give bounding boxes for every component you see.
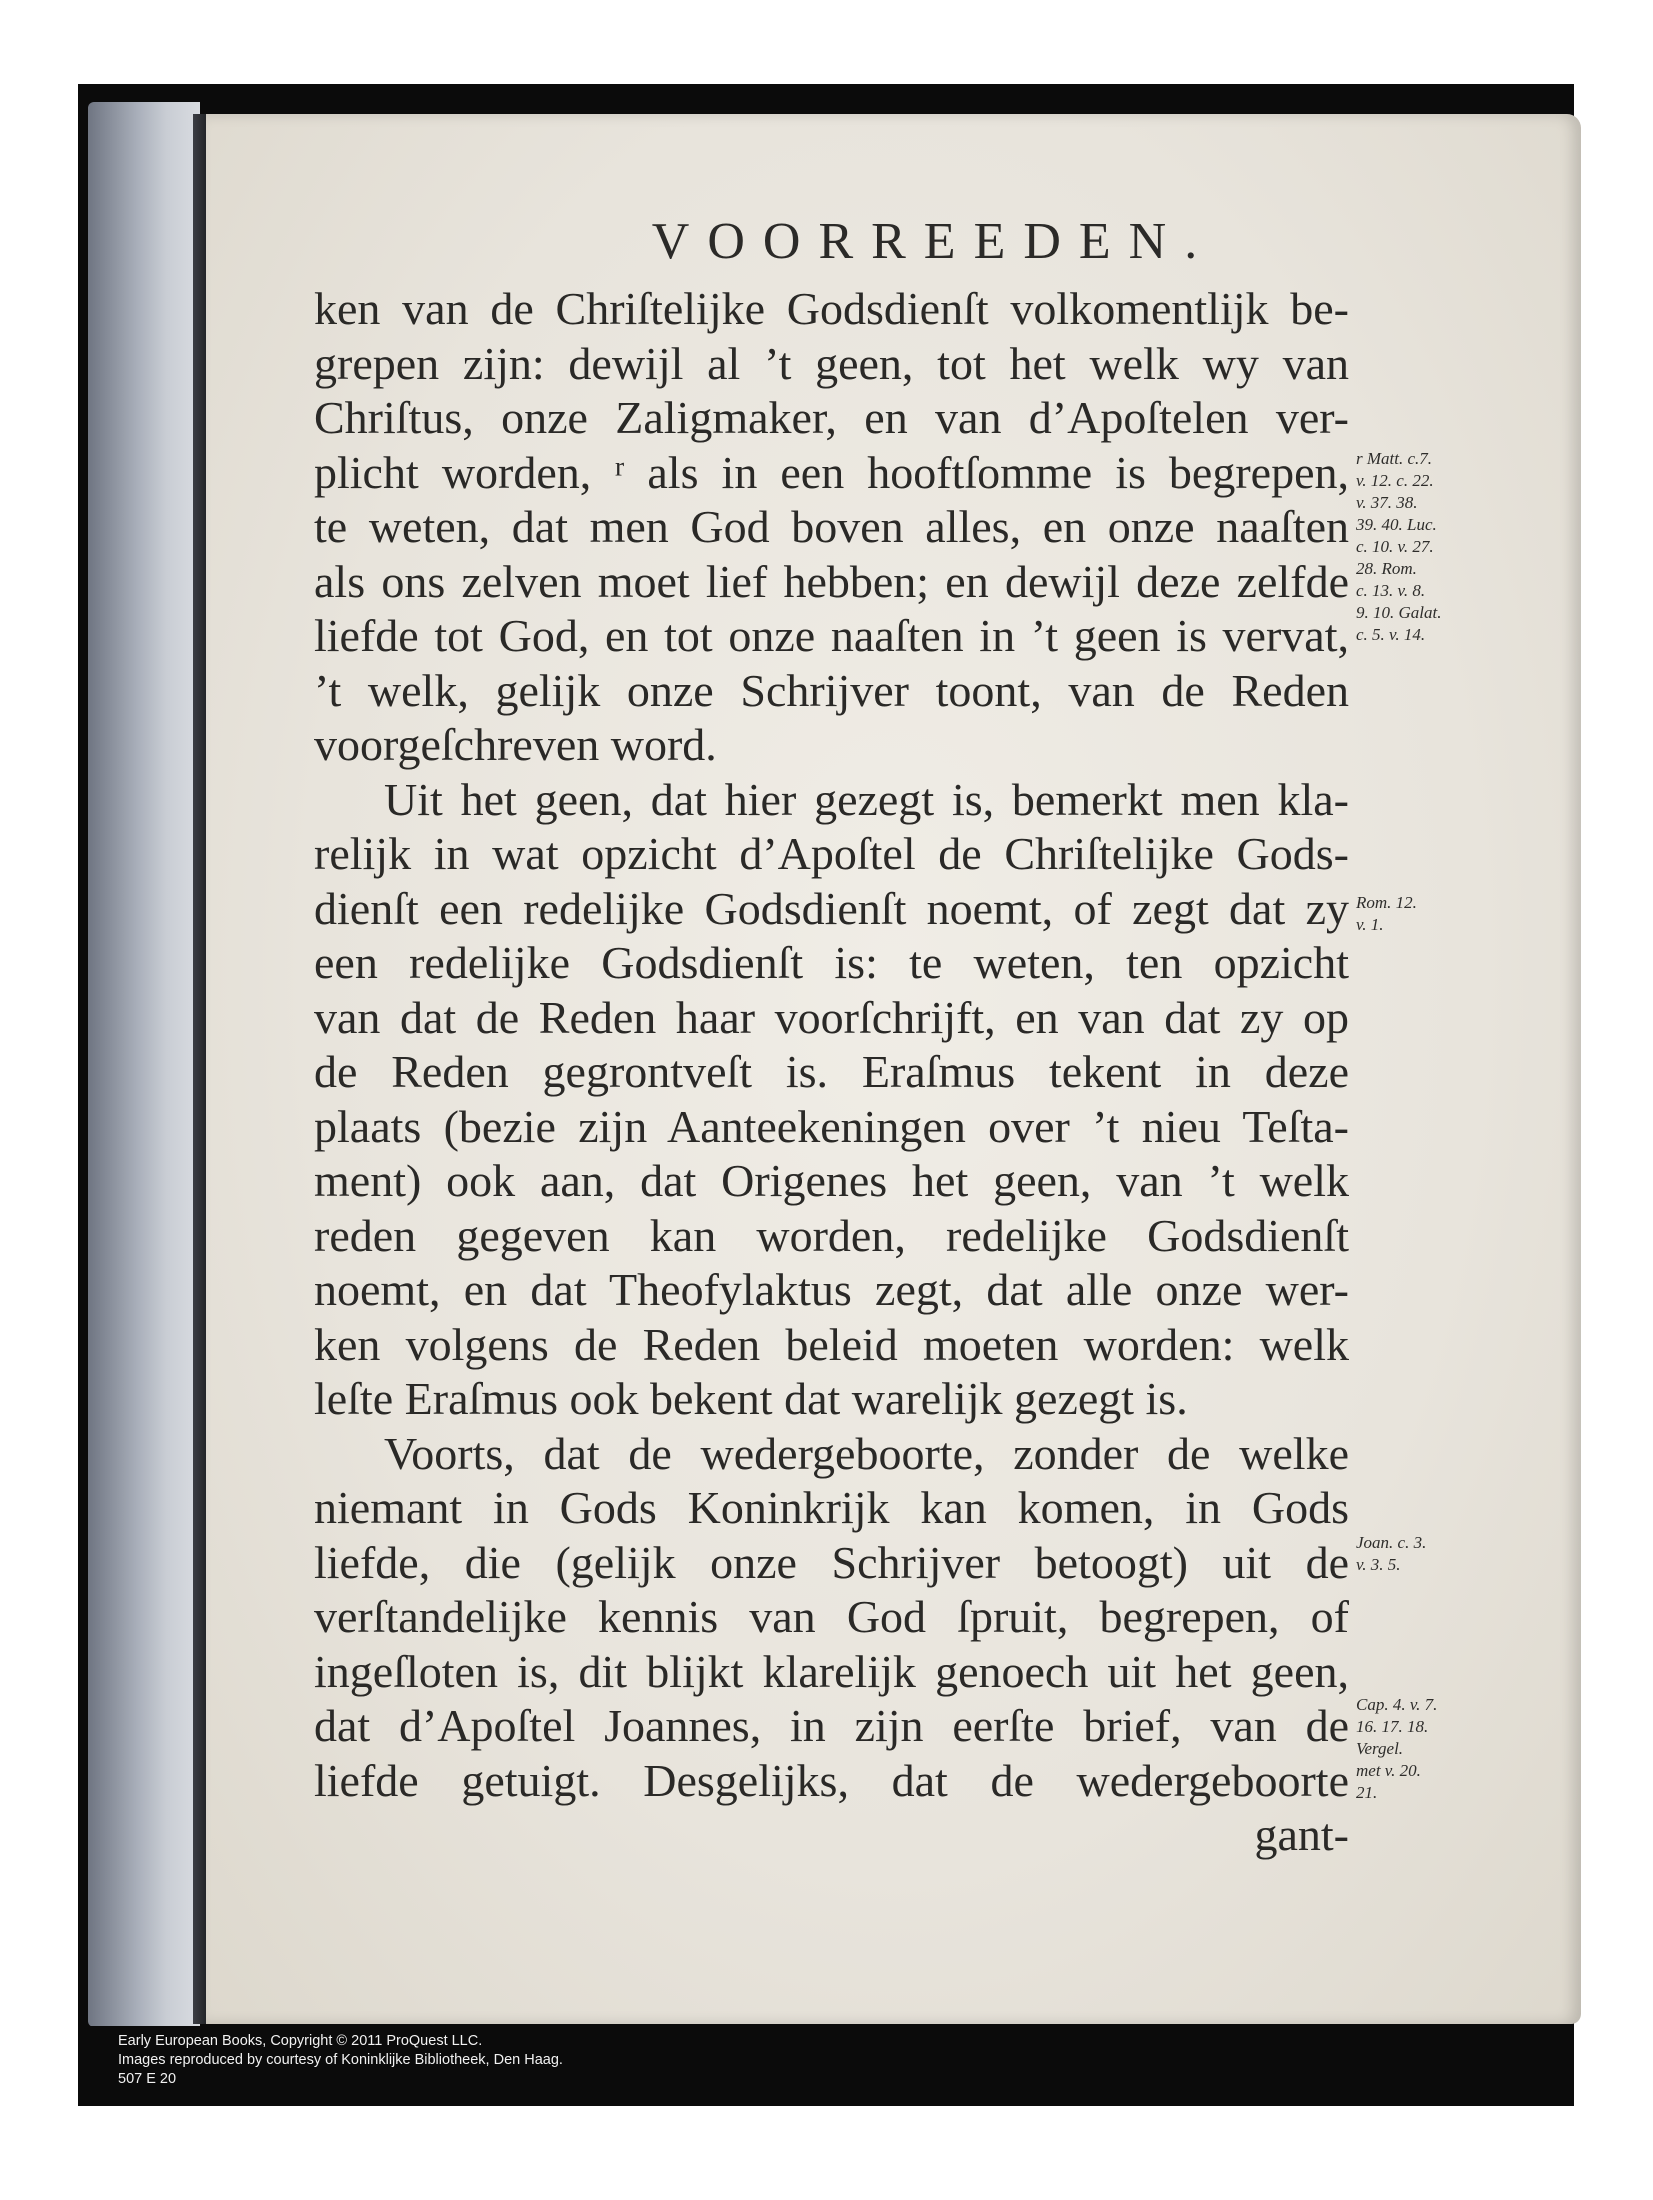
margin-note-line: c. 13. v. 8. bbox=[1356, 581, 1426, 600]
shelfmark-line: 507 E 20 bbox=[118, 2071, 177, 2087]
margin-note bbox=[1356, 1694, 1476, 1804]
margin-note-line: r Matt. c.7. bbox=[1356, 449, 1433, 468]
margin-note-line: Joan. c. 3. bbox=[1356, 1533, 1427, 1552]
text-line: plaats (bezie zijn Aanteekeningen over ’t nieu Teſta- bbox=[314, 1100, 1349, 1152]
margin-note-line: v. 1. bbox=[1356, 915, 1384, 934]
text-line: grepen zijn: dewijl al ’t geen, tot het welk wy van bbox=[314, 337, 1349, 389]
margin-note-line: 39. 40. Luc. bbox=[1356, 515, 1437, 534]
text-line: liefde getuigt. Desgelijks, dat de wedergeboorte bbox=[314, 1754, 1349, 1806]
margin-note-line: 28. Rom. bbox=[1356, 559, 1417, 578]
scan-frame bbox=[78, 84, 1574, 2106]
text-line: een redelijke Godsdienſt is: te weten, ten opzicht bbox=[314, 937, 1349, 988]
text-line: niemant in Gods Koninkrijk kan komen, in Gods bbox=[314, 1482, 1349, 1533]
margin-note bbox=[1356, 892, 1476, 936]
text-line: dienſt een redelijke Godsdienſt noemt, of zegt dat zy bbox=[314, 882, 1349, 934]
margin-note-line: Rom. 12. bbox=[1356, 893, 1417, 912]
margin-note-line: c. 5. v. 14. bbox=[1356, 625, 1426, 644]
text-line: Uit het geen, dat hier gezegt is, bemerkt men kla- bbox=[384, 773, 1349, 825]
text-line: ken volgens de Reden beleid moeten worden: welk bbox=[314, 1318, 1349, 1370]
margin-note-line: v. 37. 38. bbox=[1356, 493, 1418, 512]
margin-note-line: Vergel. bbox=[1356, 1739, 1404, 1758]
margin-note-line: 16. 17. 18. bbox=[1356, 1717, 1429, 1736]
text-line: ’t welk, gelijk onze Schrijver toont, van de Reden bbox=[314, 664, 1349, 716]
margin-note-line: c. 10. v. 27. bbox=[1356, 537, 1434, 556]
text-line: voorgeſchreven word. bbox=[314, 719, 717, 770]
courtesy-line: Images reproduced by courtesy of Koninklijke Bibliotheek, Den Haag. bbox=[118, 2052, 563, 2068]
text-line: noemt, en dat Theofylaktus zegt, dat alle onze wer- bbox=[314, 1264, 1349, 1315]
text-line: verſtandelijke kennis van God ſpruit, begrepen, of bbox=[314, 1591, 1349, 1642]
text-line: liefde tot God, en tot onze naaſten in ’t geen is vervat, bbox=[314, 610, 1349, 661]
margin-note-line: v. 12. c. 22. bbox=[1356, 471, 1434, 490]
text-line: ingeſloten is, dit blijkt klarelijk genoech uit het geen, bbox=[314, 1645, 1349, 1697]
text-line: liefde, die (gelijk onze Schrijver betoogt) uit de bbox=[314, 1536, 1349, 1588]
margin-note-line: 9. 10. Galat. bbox=[1356, 603, 1442, 622]
text-line: Voorts, dat de wedergeboorte, zonder de welke bbox=[384, 1427, 1349, 1479]
margin-note bbox=[1356, 1532, 1476, 1576]
text-line: als ons zelven moet lief hebben; en dewijl deze zelfde bbox=[314, 555, 1349, 607]
book-page bbox=[206, 114, 1581, 2024]
copyright-line: Early European Books, Copyright © 2011 ProQuest LLC. bbox=[118, 2033, 483, 2049]
text-line: ment) ook aan, dat Origenes het geen, van ’t welk bbox=[314, 1155, 1349, 1206]
margin-note-line: met v. 20. bbox=[1356, 1761, 1421, 1780]
text-line: Chriſtus, onze Zaligmaker, en van d’Apoſtelen ver- bbox=[314, 392, 1349, 443]
copyright-footer bbox=[78, 2026, 1574, 2106]
left-page-edge bbox=[88, 102, 200, 2027]
text-line: ken van de Chriſtelijke Godsdienſt volkomentlijk be- bbox=[314, 283, 1349, 334]
text-line: plicht worden, ʳ als in een hooftſomme is begrepen, bbox=[314, 446, 1349, 498]
text-line: reden gegeven kan worden, redelijke Godsdienſt bbox=[314, 1209, 1349, 1261]
text-line: leſte Eraſmus ook bekent dat warelijk gezegt is. bbox=[314, 1373, 1188, 1424]
text-line: te weten, dat men God boven alles, en onze naaſten bbox=[314, 501, 1349, 552]
text-line: de Reden gegrontveſt is. Eraſmus tekent in deze bbox=[314, 1046, 1349, 1097]
catchword: gant- bbox=[1254, 1809, 1349, 1860]
body-text bbox=[314, 282, 1349, 1863]
text-line: relijk in wat opzicht d’Apoſtel de Chriſtelijke Gods- bbox=[314, 828, 1349, 879]
margin-note-line: 21. bbox=[1356, 1783, 1378, 1802]
margin-note-line: v. 3. 5. bbox=[1356, 1555, 1401, 1574]
text-line: van dat de Reden haar voorſchrijft, en van dat zy op bbox=[314, 991, 1349, 1043]
running-header: VOORREEDEN. bbox=[651, 213, 1216, 270]
text-line: dat d’Apoſtel Joannes, in zijn eerſte brief, van de bbox=[314, 1700, 1349, 1751]
margin-note bbox=[1356, 448, 1476, 646]
margin-note-line: Cap. 4. v. 7. bbox=[1356, 1695, 1438, 1714]
